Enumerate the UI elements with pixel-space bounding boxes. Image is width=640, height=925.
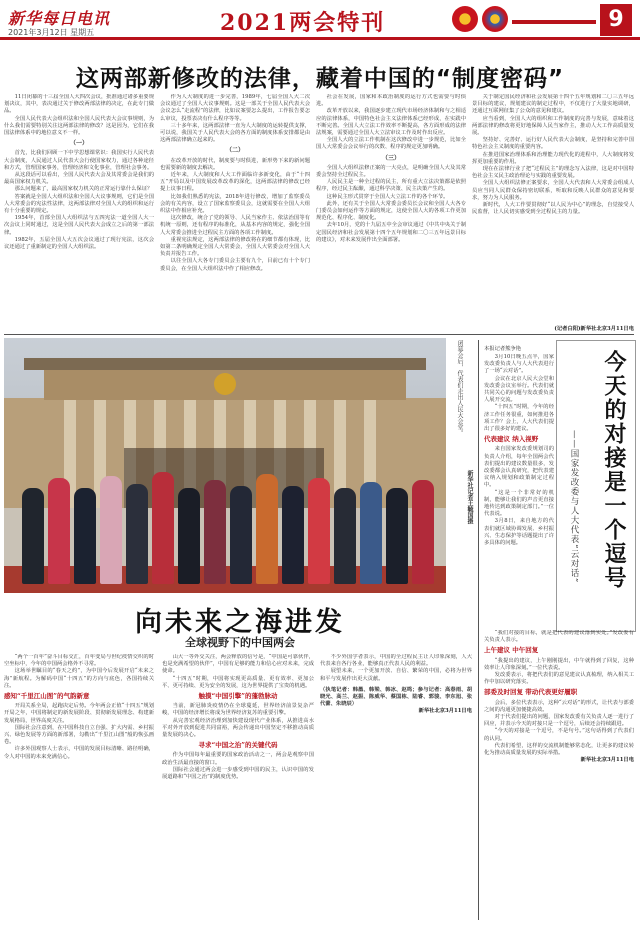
- sidebar-title: 今天的对接是一个逗号: [601, 350, 627, 590]
- paragraph: 关于制定国民经济和社会发展第十四个五年规划和二〇三五年远景目标的建议，规划建议的制定过程中，不仅进行了大量实地调研，还通过互联网征集了公众的意见和建议。: [472, 94, 634, 115]
- paragraph: 这种民主形式贯穿于全国人大立法工作的各个环节。: [326, 193, 449, 200]
- credits: （执笔记者：韩墨、韩梁、韩冰、赵鸣；参与记者：高春雨、胡晓光、高兰、赵振、陈威华、蔡国栋、陆睿、郭骏、李东旭、张代蕾、朱晓辰）: [320, 686, 472, 708]
- paragraph: 1982年，五届全国人大五次会议通过了现行宪法，这次会议还通过了重新制定的全国人大组织法。: [4, 236, 154, 251]
- article2-column-2: [162, 654, 314, 920]
- delegate-figure: [360, 482, 382, 584]
- paragraph: “我们对接的目标，就是把代表的建议落到实处。”发改委有关负责人表示。: [484, 630, 634, 644]
- paragraph: 全国人大的立法工作机制在这次修改中进一步规范，比如全国人大常委会会议举行的次数、程序的规定更加明确。: [316, 137, 466, 151]
- paragraph: 从完善宏观经济治理到加快建设现代产业体系，从推进高水平对外开放到促进共同富裕，两会传递出中国坚定不移推动高质量发展的决心。: [162, 717, 314, 739]
- section-heading: （一）: [69, 140, 88, 148]
- paragraph: 全国人大组织法修正案要求，全国人大代表和人大常委会组成人员应当同人民群众保持密切联系，听取和反映人民群众的意见和要求，努力为人民服务。: [472, 180, 634, 201]
- photo-caption: 闭幕会后，代表们走出人民大会堂。: [456, 340, 463, 436]
- masthead-logo: 新华每日电讯: [8, 9, 111, 28]
- paragraph: 在改革开放的时代，制度要与时俱进，新形势下来的新问题也需要新的制度去解决。: [160, 157, 310, 171]
- delegate-figure: [48, 478, 70, 584]
- delegate-figure: [152, 472, 174, 584]
- paragraph: 首先，比我们回顾一下中学思想课常识：我国实行人民代表大会制度，人民通过人民代表大会行使国家权力，通过各种途径和方式，管理国家事务，管理经济和文化事业，管理社会事务。: [4, 150, 154, 171]
- section-heading: 触摸“中国引擎”的蓬勃脉动: [198, 692, 278, 701]
- delegate-figure: [308, 478, 330, 584]
- delegate-figure: [386, 488, 408, 584]
- paragraph: 去年10月，党的十九届五中全会审议通过《中共中央关于制定国民经济和社会发展第十四个五年规划和二〇三五年远景目标的建议》，对未来发展作出全面部署。: [316, 222, 466, 243]
- paragraph: 不少外国学者表示，中国的全过程民主让人印象深刻，人大代表来自各行各业，能够真正代表人民的利益。: [320, 654, 472, 668]
- paragraph: 三十多年来，这两部法律一直为人大制度的运转提供支撑，可以说，我国关于人民代表大会的各方面的制度体系安排都是由这两部法律确立起来的。: [160, 122, 310, 144]
- paragraph: “两个一百年”奋斗目标交汇，百年变局与世纪疫情交织的时空坐标中，今年的中国两会格外不寻常。: [4, 654, 154, 668]
- news-photo: [4, 338, 446, 593]
- paragraph: 这场举世瞩目的“春天之约”，为中国今后发展开启“未来之海”新航程。为解码中国“十四五”的方向与底色，各国持续关注。: [4, 668, 154, 689]
- article1-column-4: [472, 94, 634, 324]
- delegate-figure: [74, 488, 96, 584]
- sidebar-byline: 新华社北京3月11日电: [580, 757, 634, 764]
- sidebar-intro: [484, 354, 554, 624]
- paragraph: 在推进国家治理体系和治理能力现代化的进程中，人大制度将发挥更加重要的作用。: [472, 151, 634, 165]
- paragraph: 国际社会注意到，在中国科技自立自强、扩大内需、乡村振兴、绿色发展等方面的新部署，勾勒出“千里江山图”般的恢弘画卷。: [4, 724, 154, 746]
- sidebar-heading: 代表建议 纳入视野: [484, 435, 539, 444]
- paragraph: 应当看到，全国人大的组织和工作制度的完善与发展，意味着这两部法律的修改将更好地保障人民当家作主，推动人大工作高质量发展。: [472, 115, 634, 137]
- paragraph: 坚持好、完善好、运行好人民代表大会制度，是坚持和完善中国特色社会主义制度的重要内容。: [472, 137, 634, 151]
- paragraph: 11日闭幕的十三届全国人大四次会议，批准通过诸多重要规划决议，其中，表决通过关于修改两部法律的决定，在此专门做品。: [4, 94, 154, 115]
- paragraph: 比如我们熟悉的宪法，2018年进行修改，增加了监察委员会的有关内容，设立了国家监察委员会，这就需要在全国人大组织法中作相应补充。: [160, 193, 310, 215]
- article1-column-2: [160, 94, 310, 332]
- delegate-figure: [282, 486, 304, 584]
- issue-date: 2021年3月12日 星期五: [8, 28, 95, 37]
- paragraph: “十四五”时期，今年的经济工作任务很重，如何推进各项工作？会上，人大代表们提出了很多好的建议。: [484, 404, 554, 433]
- paragraph: 人民民主是一种全过程的民主，所有重大立法决策都是依照程序，经过民主酝酿，通过科学决策、民主决策产生的。: [316, 179, 466, 193]
- sidebar-subtitle: ——国家发改委与人大代表“云对话”: [569, 430, 579, 584]
- paragraph: 1954年，首部全国人大组织法与五四宪法一道全国人大一次会议上同时通过，这是全国人民代表大会成立之后的第一部法律。: [4, 215, 154, 236]
- delegate-figure: [256, 474, 278, 584]
- paragraph: 山大一等外交关注，两会释放的信号是，“中国是可靠伙伴，也是充满希望的伙伴”，中国有足够的能力和信心应对未来，完成使命。: [162, 654, 314, 675]
- sidebar-body: [484, 630, 634, 920]
- paragraph: 当前，新冠肺炎疫情仍在全球蔓延，世界经济前景复杂严峻，中国的经济增长将成为世界经济复苏的重要引擎。: [162, 703, 314, 717]
- paragraph: 作为人大制度的进一步完善，1989年，七届全国人大二次会议通过了全国人大议事规则。这是一部关于全国人民代表大会会议怎么“走流程”的法律，比如议案要怎么提出，工作报告要怎么审议，投票表决有什么程序等等。: [160, 94, 310, 122]
- sidebar-reporter: 本报记者熊争艳: [484, 346, 522, 352]
- delegate-figure: [100, 476, 122, 584]
- paragraph: 此外，还有关于全国人大常委会委员长会议和全国人大各专门委员会如何运作等方面的规定，这使全国人大的各项工作更加规范化、程序化、制度化。: [316, 200, 466, 222]
- article2-subtitle: 全球视野下的中国两会: [185, 636, 295, 649]
- delegate-figure: [126, 484, 148, 584]
- paragraph: 国际社会通过两会进一步感受到中国的民主，认识中国的发展道路和“中国之治”的制度优势。: [162, 766, 314, 781]
- article2-title: 向未来之海进发: [135, 607, 345, 638]
- paragraph: “这是一个非常好的机制，能够让我们的声音更直接地传达到政策制定部门。”一位代表说。: [484, 489, 554, 518]
- article2-column-3: [320, 654, 472, 920]
- special-edition-title: 2021两会特刊: [220, 10, 386, 36]
- paragraph: 近年来，人大制度和人大工作面临许多新变化，由于“十四五”开局以及中国发展改革改革的深化，这两部法律的修改已经提上议事日程。: [160, 172, 310, 193]
- paragraph: 以往全国人大各专门委员会主要有九个，目前已有十个专门委员会，在全国人大组织法中作了相应修改。: [160, 258, 310, 272]
- paragraph: 社会在发展，国家和本政治制度的运行方式也需要与时俱进。: [316, 94, 466, 108]
- photo-credit: 新华社记者王毓国摄: [466, 470, 473, 524]
- delegate-figure: [412, 480, 434, 584]
- paragraph: 这次修改，统合了党的领导、人民当家作主、依法治国等有机统一原则，还有程序的标准化，从基本内容的规定，强化全国人大常委会推进全过程民主方面的各项工作制度。: [160, 215, 310, 236]
- delegate-figure: [178, 488, 200, 584]
- paragraph: 展望未来，一个更加开放、自信、繁荣的中国，必将为世界和平与发展作出更大贡献。: [320, 668, 472, 682]
- article1-column-3: [316, 94, 466, 332]
- delegate-figure: [204, 480, 226, 584]
- paragraph: 从这段话可以看出，全国人民代表大会及其常委会是我们的最高国家权力机关。: [4, 172, 154, 186]
- paragraph: 全国人大组织法修正案的一大亮点，是明确全国人大及其常委会坚持全过程民主。: [316, 164, 466, 179]
- section-heading: 寻求“中国之治”的关键代码: [198, 741, 278, 750]
- cppcc-emblem-icon: [482, 6, 508, 32]
- national-emblem-icon: [452, 6, 478, 32]
- paragraph: 现在在法律行业了把“过程民主”的理念写入法律，这是对中国特色社会主义民主政治理论与实践的重要发展。: [472, 166, 634, 180]
- paragraph: “十四五”时期，中国将实现更高质量、更有效率、更加公平、更可持续、更为安全的发展，这为世界提供了宝贵的机遇。: [162, 675, 314, 689]
- paragraph: 3月8日，来自地方的代表们就区域协调发展、乡村振兴、生态保护等话题提出了许多具体的问题。: [484, 518, 554, 547]
- paragraph: 来自国家发改委规划司的负责人介绍，每年全国两会代表们提出的建议数量很多，发改委都会认真研究，把代表建议纳入规划和政策制定过程中。: [484, 446, 554, 489]
- vertical-divider: [478, 340, 479, 920]
- sidebar-heading: 部委及时回复 带动代表更好履职: [484, 688, 578, 697]
- article1-column-1: [4, 94, 154, 332]
- paragraph: 新时代，人大工作要贯彻好“以人民为中心”的理念，自觉接受人民监督，让人民切实感受到全过程民主的力量。: [472, 202, 634, 216]
- paragraph: 许多外国观察人士表示，中国的发展目标清晰、路径明确，令人对中国的未来充满信心。: [4, 746, 154, 760]
- paragraph: 答案就是全国人大组织法和全国人大议事规则，它们是全国人大常委会的宪法性法律，这两部法律对全国人大的组织和运行有十分重要的规定。: [4, 193, 154, 215]
- section-heading: （三）: [381, 154, 400, 162]
- paragraph: “今天的对接是一个逗号，不是句号。”这句话得到了代表们的认同。: [484, 728, 634, 742]
- paragraph: “我提出的建议，上午刚刚提出，中午就得到了回复，这种效率让人印象深刻。”一位代表说。: [484, 657, 634, 671]
- article1-byline: (记者白阳)新华社北京3月11日电: [554, 326, 634, 332]
- paragraph: 3月10日晚五点半，国家发改委负责人与人大代表进行了一场“云对话”。: [484, 354, 554, 375]
- paragraph: 重视宪法规定，这两部法律的修改将在的细节都有体现，比如第二条明确规定全国人大常委会，全国人大常委会对全国人大负责并报告工作。: [160, 236, 310, 258]
- paragraph: 代表们希望，这样的交流机制能够常态化，让更多的建议转化为推动高质量发展的实际举措。: [484, 742, 634, 757]
- paragraph: 对于代表们提出的问题，国家发改委有关负责人逐一进行了回应，并表示今天的对接只是一个逗号，后续还会持续跟进。: [484, 714, 634, 728]
- page-number: 9: [600, 4, 632, 36]
- paragraph: 开局关系全局，起跑决定后势。今年两会正值“十四五”规划开局之年，中国将制定的新发展阶段、贯彻新发展理念、构建新发展格局，世界高度关注。: [4, 703, 154, 724]
- delegate-figure: [230, 486, 252, 584]
- header-red-bar: [512, 20, 596, 24]
- paragraph: 会后，多位代表表示，这种“云对话”的形式，让代表与部委之间的沟通更加便捷高效。: [484, 699, 634, 713]
- sidebar-heading: 上午建议 中午回复: [484, 646, 539, 655]
- delegate-figure: [334, 488, 356, 584]
- section-heading: 感知“千里江山图”的气韵新意: [4, 692, 90, 701]
- paragraph: 全国人民代表大会组织法和全国人民代表大会议事规则，为什么我们需要特别关注这两部法律的修改？这是因为，它们在我国法律体系中的地位意义不一样。: [4, 115, 154, 137]
- paragraph: 会议在北京人民大会堂和发改委会议室举行。代表们就共同关心的问题与发改委负责人展开交流。: [484, 375, 554, 404]
- paragraph: 作为中国每年最重要的国家政治活动之一，两会是观察中国政治生活最直接的窗口。: [162, 752, 314, 766]
- paragraph: 发改委表示，将把代表们的意见建议认真梳理，纳入相关工作中加以研究落实。: [484, 672, 634, 686]
- article2-byline: 新华社北京3月11日电: [418, 708, 472, 715]
- section-heading: （二）: [225, 147, 244, 155]
- paragraph: 那么问题来了，最高国家权力机关的正常运行靠什么保证？: [14, 186, 153, 193]
- article-headline: 这两部新修改的法律，藏着中国的“制度密码”: [75, 66, 565, 92]
- divider: [4, 334, 634, 335]
- paragraph: 改革开放以来，我国逐步建立现代市场经济体制和与之相适应的法律体系，中国特色社会主义法律体系已经形成，在实践中不断完善。全国人大立法工作效率不断提高，各方面形成的法律法规案，需要通过全国人大立法审议工作及时作出反应。: [316, 108, 466, 137]
- delegate-figure: [22, 488, 44, 584]
- article2-column-1: [4, 654, 154, 920]
